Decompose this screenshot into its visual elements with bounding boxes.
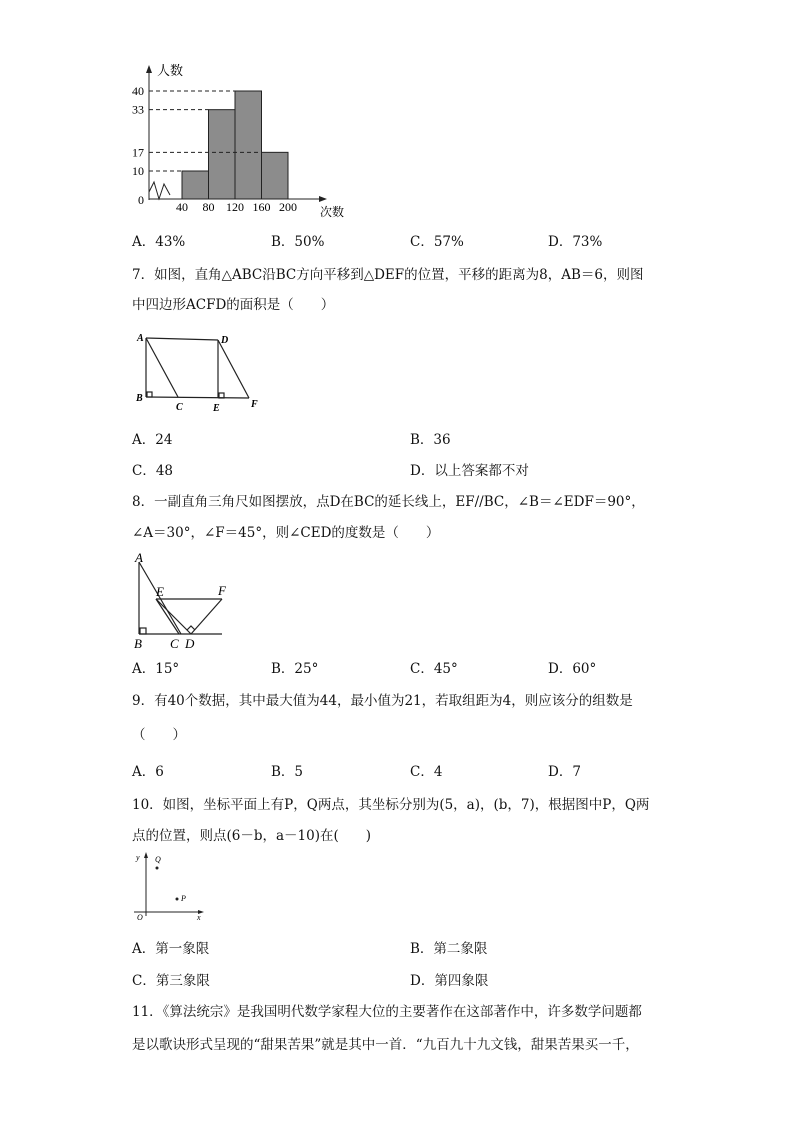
q10-label-x: x [197,913,201,922]
q9-option-c: C．4 [410,764,443,780]
q8-option-a: A．15° [132,661,180,677]
histogram-bar [235,91,262,199]
q10-label-y: y [136,853,140,862]
q10-text-line1: 10．如图，坐标平面上有P，Q两点，其坐标分别为(5，a)，(b，7)，根据图中P，Q两 [132,797,650,813]
q10-option-a: A．第一象限 [132,941,210,957]
origin-label: 0 [138,193,144,207]
q8-text-line1: 8．一副直角三角尺如图摆放，点D在BC的延长线上，EF//BC，∠B＝∠EDF＝90°， [132,494,645,510]
q10-point-p [176,898,179,901]
q8-option-c: C．45° [410,661,458,677]
q10-text-line2: 点的位置，则点(6－b，a－10)在( ) [132,828,372,844]
q8-label-e: E [156,584,164,599]
q8-label-a: A [135,550,143,565]
q11-text-line2: 是以歌诀形式呈现的“甜果苦果”就是其中一首．“九百九十九文钱，甜果苦果买一千， [132,1037,639,1053]
histogram-y-tick: 17 [132,145,144,160]
q7-label-b: B [136,393,143,404]
q6-option-d: D．73% [548,234,603,250]
q10-label-q: Q [155,855,161,864]
q10-option-c: C．第三象限 [132,973,210,989]
q8-option-b: B．25° [271,661,319,677]
q7-text-line2: 中四边形ACFD的面积是（ ） [132,297,335,313]
q9-option-d: D．7 [548,764,581,780]
histogram-x-tick: 80 [202,200,215,214]
q8-label-f: F [218,583,226,598]
histogram-figure [130,60,360,220]
q7-option-b: B．36 [410,432,451,448]
q10-point-q [156,867,159,870]
q8-figure [132,550,232,652]
q9-option-a: A．6 [132,764,164,780]
q7-label-c: C [176,402,183,413]
q7-figure [134,330,264,415]
q10-option-b: B．第二象限 [410,941,488,957]
q8-label-b: B [134,636,142,651]
q7-option-d: D．以上答案都不对 [410,463,529,479]
q10-figure [130,850,210,922]
q11-text-line1: 11．《算法统宗》是我国明代数学家程大位的主要著作在这部著作中，许多数学问题都 [132,1004,642,1020]
histogram-x-tick: 40 [176,200,188,214]
y-axis-arrow [146,65,152,73]
histogram-y-tick: 10 [132,164,144,178]
q10-label-p: P [181,894,186,903]
x-axis-label: 次数 [320,205,345,219]
q7-option-c: C．48 [132,463,174,479]
histogram-x-tick: 160 [252,200,271,214]
histogram-x-tick: 120 [226,200,244,214]
axis-break-mark [149,182,170,199]
histogram-y-tick: 40 [132,84,144,98]
q8-text-line2: ∠A＝30°，∠F＝45°，则∠CED的度数是（ ） [132,525,440,541]
q6-option-b: B．50% [271,234,325,250]
q7-option-a: A．24 [132,432,173,448]
q6-option-a: A．43% [132,234,186,250]
histogram-bar [182,171,209,199]
x-axis-arrow [319,196,327,202]
q10-option-d: D．第四象限 [410,973,489,989]
q8-label-d: D [185,636,195,651]
q9-text-line1: 9．有40个数据，其中最大值为44，最小值为21，若取组距为4，则应该分的组数是 [132,693,633,709]
q9-text-line2: （ ） [132,727,186,743]
histogram-x-tick: 200 [279,200,297,214]
q7-label-a: A [137,333,144,344]
histogram-bar [262,152,289,199]
q6-option-c: C．57% [410,234,464,250]
q10-label-o: O [137,913,143,922]
q7-label-e: E [213,403,220,414]
histogram-y-tick: 33 [132,102,144,117]
q8-option-d: D．60° [548,661,597,677]
q8-label-c: C [170,636,179,651]
q7-label-f: F [251,399,258,410]
histogram-bar [209,110,236,199]
q7-text-line1: 7．如图，直角△ABC沿BC方向平移到△DEF的位置，平移的距离为8，AB＝6，则图 [132,267,644,283]
q7-label-d: D [221,335,229,346]
q9-option-b: B．5 [271,764,304,780]
y-axis-label: 人数 [157,63,184,78]
